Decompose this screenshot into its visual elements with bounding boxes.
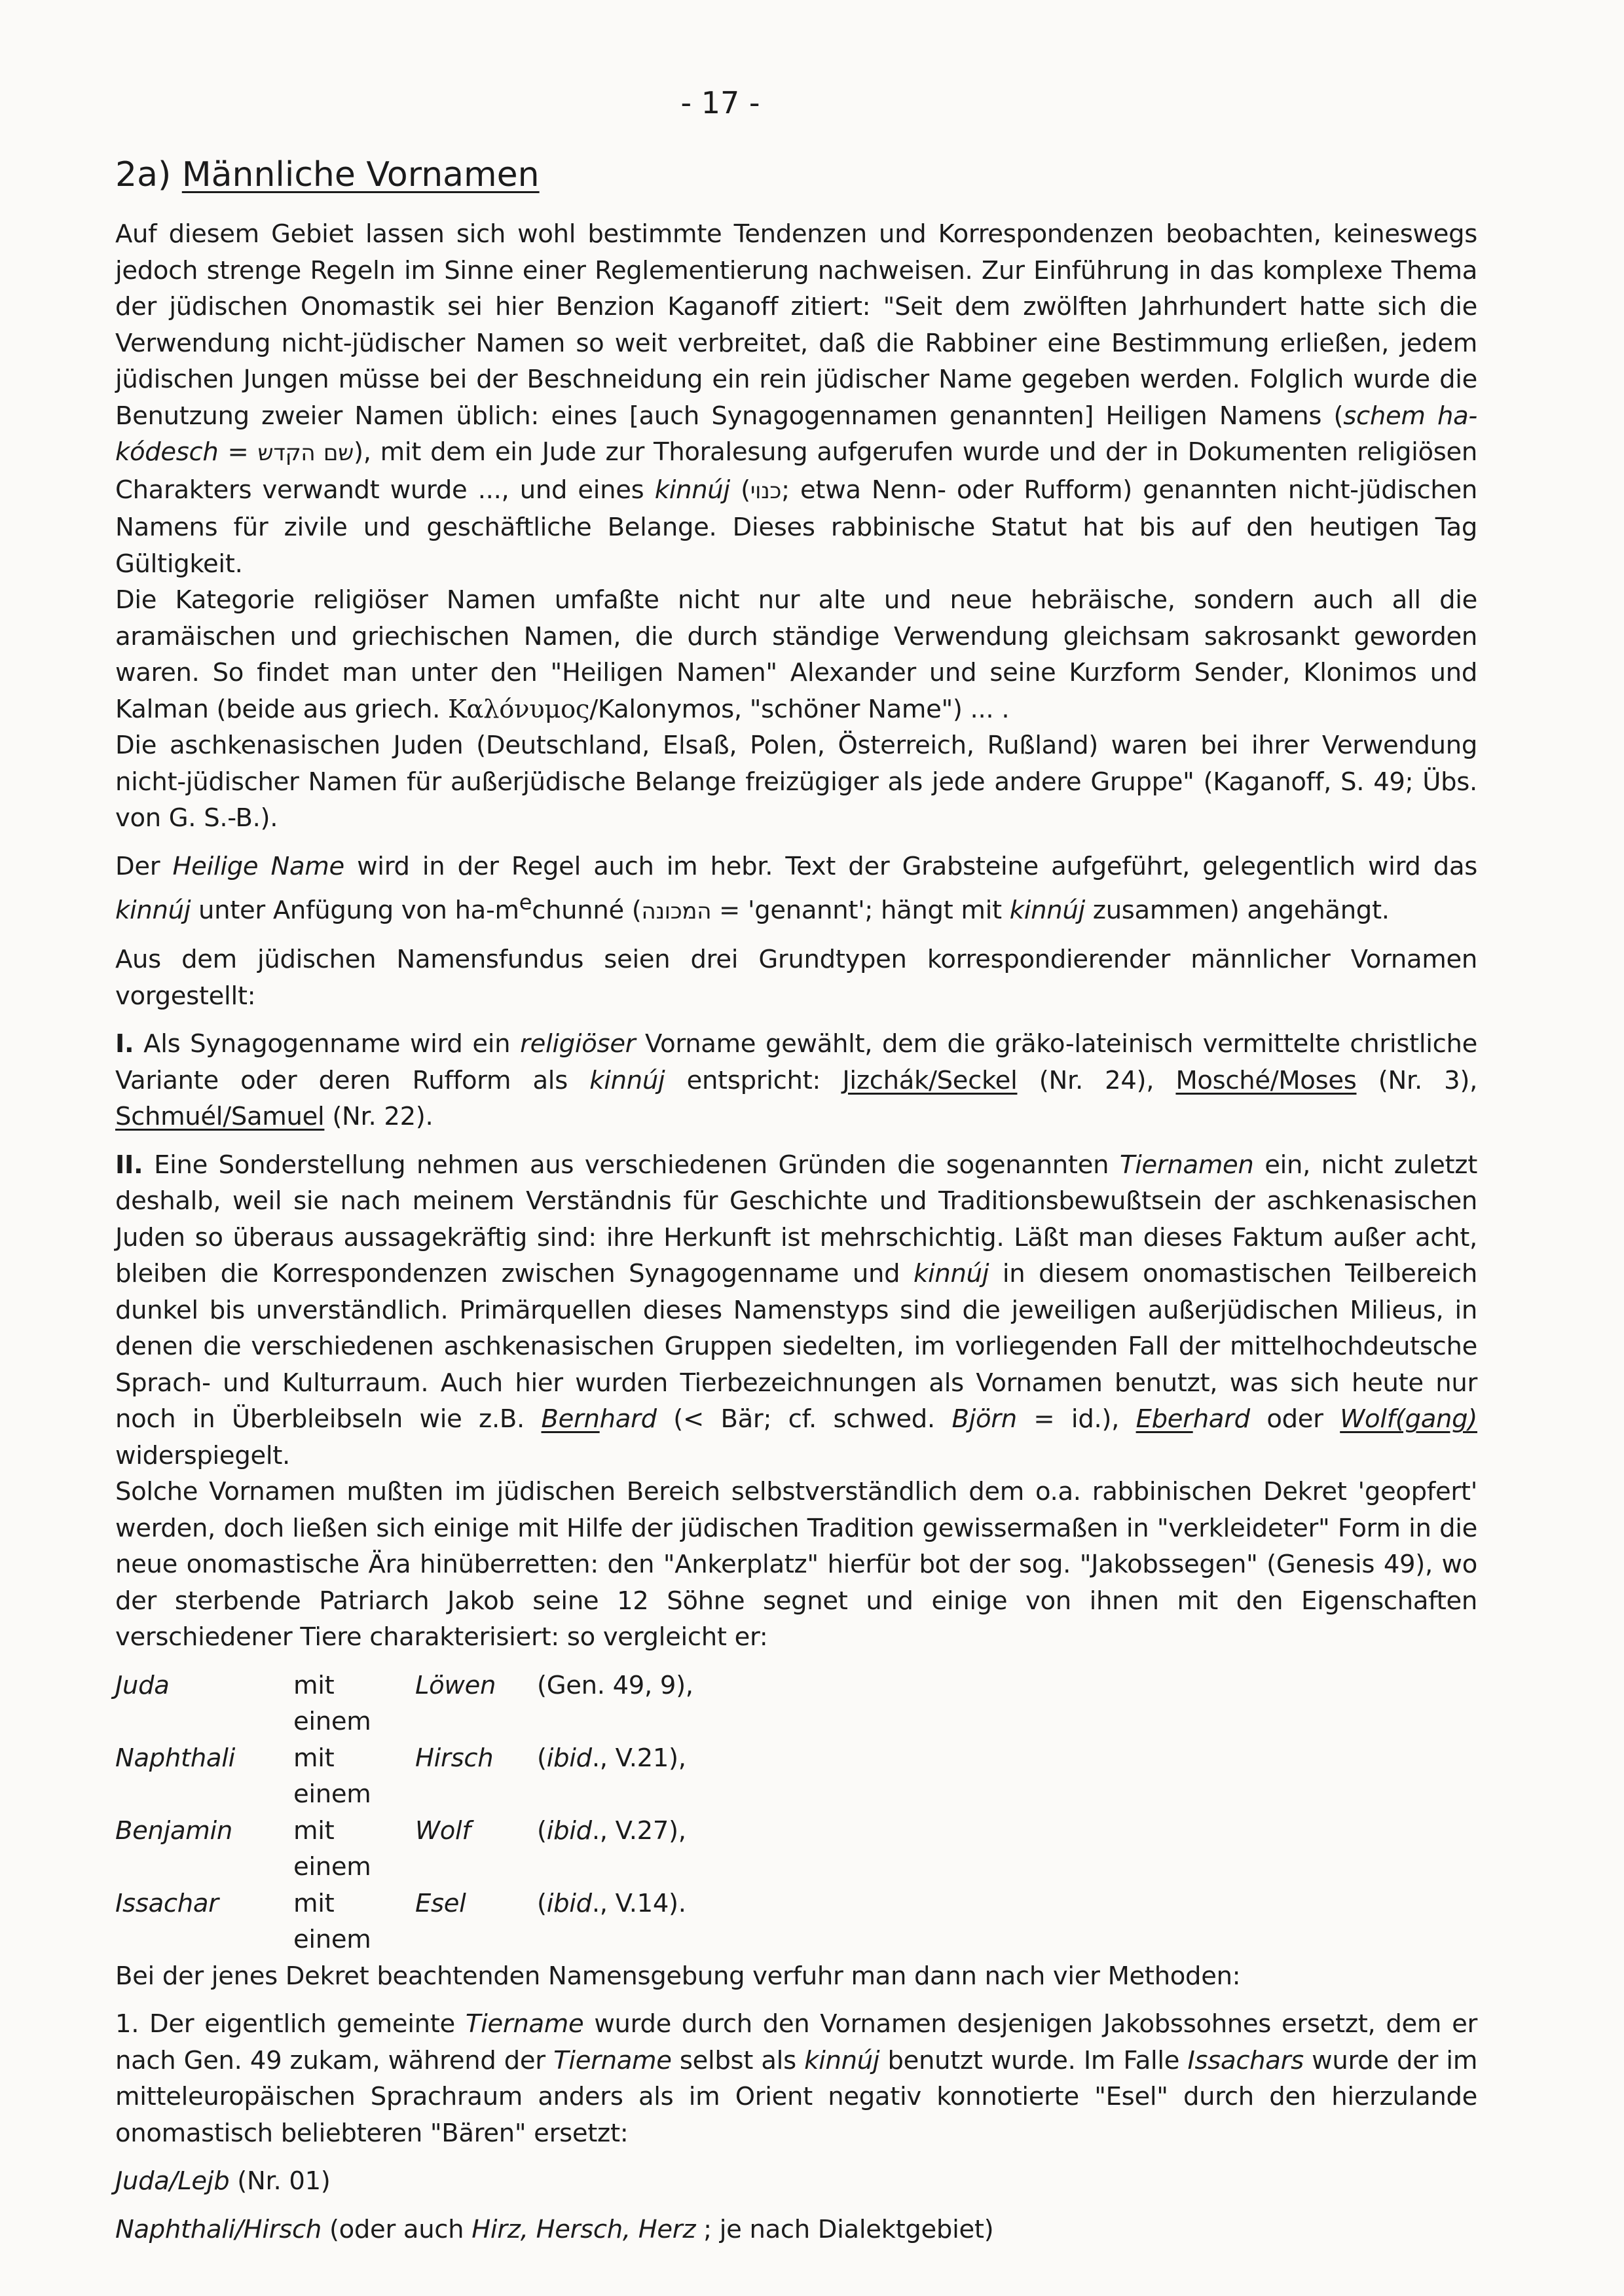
table-row	[115, 1886, 693, 1958]
text: Die Kategorie religiöser Namen umfaßte nicht nur alte und neue hebräische, sondern auch all die aramäischen und griechischen Namen, die durch ständige Verwendung gleichsam sakrosankt geworden waren. So findet man unter den "Heiligen Namen" Alexander und seine Kurzform Sender, Klonimos und Kalman (beide aus griech.	[115, 585, 1477, 724]
reference	[537, 1886, 693, 1958]
section-number: 2a)	[115, 155, 172, 194]
text: (	[729, 475, 750, 505]
ibid: ibid	[546, 1815, 592, 1846]
paragraph-ashkenazi: Die aschkenasischen Juden (Deutschland, Elsaß, Polen, Österreich, Rußland) waren bei ihrer Verwendung nicht-jüdischer Namen für außerjüdische Belange freizügiger als jede andere Gruppe" (Kaganoff, S. 49; Übs. von G. S.-B.).	[115, 731, 1477, 833]
reference	[537, 1813, 693, 1886]
ref-text: ., V.27),	[591, 1815, 686, 1846]
text: selbst als	[671, 2045, 805, 2075]
ref-text: (	[537, 1815, 547, 1846]
superscript: e	[519, 890, 532, 915]
text: wird in der Regel auch im hebr. Text der Grabsteine aufgeführt, gelegentlich wird das	[344, 851, 1477, 881]
text: wurde der im mitteleuropäischen Sprachraum anders als im Orient negativ konnotierte "Esel" durch den hierzulande onomastisch beliebteren "Bären" ersetzt:	[115, 2045, 1478, 2148]
comparison-prefix: mit einem	[293, 1888, 371, 1955]
table-row	[115, 1813, 693, 1886]
ref-text: ., V.14).	[591, 1888, 686, 1918]
name-example: Naphthali/Hirsch	[115, 2214, 322, 2244]
son-name: Benjamin	[115, 1815, 232, 1846]
example-juda	[115, 2163, 1477, 2200]
text: widerspiegelt.	[115, 1440, 290, 1470]
text: =	[218, 437, 258, 467]
animal-name: Hirsch	[415, 1743, 494, 1773]
text: /Kalonymos, "schöner Name") ... .	[589, 694, 1010, 724]
name-example: Schmuél/Samuel	[115, 1102, 325, 1132]
name-example: Juda/Lejb	[115, 2166, 230, 2196]
son-name: Naphthali	[115, 1743, 236, 1773]
roman-numeral: I.	[115, 1029, 134, 1059]
son-name: Juda	[115, 1670, 170, 1700]
ibid: ibid	[546, 1888, 592, 1918]
greek-term: Καλόνυμος	[447, 694, 590, 724]
ibid: ibid	[546, 1743, 592, 1773]
hebrew-term: שם הקדש	[257, 440, 354, 466]
text: wurde durch den Vornamen desjenigen Jakobssohnes ersetzt, dem er nach Gen. 49 zukam, während der	[115, 2009, 1477, 2075]
animal-comparison-table	[115, 1667, 693, 1958]
paragraph-four-methods: Bei der jenes Dekret beachtenden Namensgebung verfuhr man dann nach vier Methoden:	[115, 1961, 1241, 1991]
term-kinnuj: kinnúj	[804, 2045, 880, 2075]
text: = id.),	[1016, 1404, 1136, 1434]
page-number: - 17 -	[680, 85, 760, 120]
text: Eine Sonderstellung nehmen aus verschiedenen Gründen die sogenannten	[143, 1150, 1120, 1180]
term-tiername: Tiername	[553, 2045, 672, 2075]
text: unter Anfügung von ha-m	[191, 895, 519, 925]
roman-numeral: II.	[115, 1150, 143, 1180]
name-example: Jizchák/Seckel	[842, 1065, 1018, 1095]
animal-name: Esel	[415, 1888, 466, 1918]
reference	[537, 1740, 693, 1813]
term-kinnuj: kinnúj	[589, 1065, 665, 1095]
term-heilige-name: Heilige Name	[172, 851, 344, 881]
paragraph-method-one	[115, 2006, 1477, 2151]
section-title: Männliche Vornamen	[181, 155, 540, 194]
text: (oder auch	[322, 2214, 472, 2244]
name-example: Bern	[541, 1404, 600, 1434]
paragraph-intro	[115, 216, 1477, 582]
paragraph-type-two	[115, 1147, 1477, 1474]
name-variants: Hirz, Hersch, Herz	[471, 2214, 696, 2244]
text: (Nr. 22).	[324, 1102, 434, 1132]
name-example: hard	[599, 1404, 657, 1434]
text: oder	[1249, 1404, 1340, 1434]
animal-name: Wolf	[415, 1815, 471, 1846]
text: ein, nicht zuletzt deshalb, weil sie nach meinem Verständnis für Geschichte und Traditionsbewußtsein der aschkenasischen Juden so überaus aussagekräftig sind: ihre Herkunft ist mehrschichtig. Läßt man dieses Faktum außer acht, bleiben die Korrespondenzen zwischen Synagogenname und	[115, 1150, 1477, 1289]
text: entspricht:	[665, 1065, 843, 1095]
name-example: hard	[1192, 1404, 1250, 1434]
term-religioeser: religiöser	[520, 1029, 636, 1059]
term-kinnuj: kinnúj	[913, 1259, 989, 1289]
text: zusammen) angehängt.	[1084, 895, 1390, 925]
name-example: Eber	[1135, 1404, 1193, 1434]
text: (< Bär; cf. schwed.	[656, 1404, 952, 1434]
reference	[537, 1667, 693, 1740]
paragraph-basic-types: Aus dem jüdischen Namensfundus seien drei Grundtypen korrespondierender männlicher Vornamen vorgestellt:	[115, 945, 1477, 1011]
table-row	[115, 1667, 693, 1740]
text: Auf diesem Gebiet lassen sich wohl bestimmte Tendenzen und Korrespondenzen beobachten, keineswegs jedoch strenge Regeln im Sinne einer Reglementierung nachweisen. Zur Einführung in das komplexe Thema der jüdischen Onomastik sei hier Benzion Kaganoff zitiert: "Seit dem zwölften Jahrhundert hatte sich die Verwendung nicht-jüdischer Namen so weit verbreitet, daß die Rabbiner eine Bestimmung erließen, jedem jüdischen Jungen müsse bei der Beschneidung ein rein jüdischer Name gegeben werden. Folglich wurde die Benutzung zweier Namen üblich: eines [auch Synagogennamen genannten] Heiligen Namens (	[115, 219, 1477, 431]
term-kinnuj: kinnúj	[1009, 895, 1085, 925]
text: (Nr. 3),	[1356, 1065, 1478, 1095]
term-issachars: Issachars	[1187, 2045, 1304, 2075]
text: Als Synagogenname wird ein	[134, 1029, 521, 1059]
paragraph-type-one	[115, 1026, 1477, 1135]
hebrew-term: המכונה	[641, 898, 712, 924]
ref-text: (	[537, 1743, 547, 1773]
example-naphthali	[115, 2212, 1477, 2248]
text: ), mit dem ein Jude zur Thoralesung aufgerufen wurde und der in Dokumenten religiösen Charakters verwandt wurde ..., und eines	[115, 437, 1478, 505]
comparison-prefix: mit einem	[293, 1743, 371, 1810]
hebrew-term: כנוי	[750, 477, 782, 504]
term-kinnuj: kinnúj	[115, 895, 191, 925]
table-row	[115, 1740, 693, 1813]
term-kinnuj: kinnúj	[654, 475, 730, 505]
text: (Nr. 24),	[1017, 1065, 1176, 1095]
comparison-prefix: mit einem	[293, 1670, 371, 1737]
text: (Nr. 01)	[229, 2166, 331, 2196]
ref-text: ., V.21),	[591, 1743, 686, 1773]
text: benutzt wurde. Im Falle	[879, 2045, 1188, 2075]
text: chunné (	[532, 895, 642, 925]
comparison-prefix: mit einem	[293, 1815, 371, 1882]
text: ; etwa Nenn- oder Rufform) genannten nicht-jüdischen Namens für zivile und geschäftliche Belange. Dieses rabbinische Statut hat bis auf den heutigen Tag Gültigkeit.	[115, 475, 1477, 579]
name-example: Björn	[951, 1404, 1017, 1434]
paragraph-jakobssegen: Solche Vornamen mußten im jüdischen Bereich selbstverständlich dem o.a. rabbinischen Dekret 'geopfert' werden, doch ließen sich einige mit Hilfe der jüdischen Tradition gewissermaßen in "verkleideter" Form in die neue onomastische Ära hinüberretten: den "Ankerplatz" hierfür bot der sog. "Jakobssegen" (Genesis 49), wo der sterbende Patriarch Jakob seine 12 Söhne segnet und einige von ihnen mit den Eigenschaften verschiedener Tiere charakterisiert: so vergleicht er:	[115, 1477, 1477, 1652]
paragraph-categories	[115, 582, 1477, 727]
text: 1. Der eigentlich gemeinte	[115, 2009, 466, 2039]
text: Der	[115, 851, 173, 881]
term-schem-ha-kodesch: schem ha-kódesch	[115, 401, 1477, 467]
text: in diesem onomastischen Teilbereich dunkel bis unverständlich. Primärquellen dieses Namenstyps sind die jeweiligen außerjüdischen Milieus, in denen die verschiedenen aschkenasischen Gruppen siedelten, im vorliegenden Fall der mittelhochdeutsche Sprach- und Kulturraum. Auch hier wurden Tierbezeichnungen als Vornamen benutzt, was sich heute nur noch in Überbleibseln wie z.B.	[115, 1259, 1477, 1434]
son-name: Issachar	[115, 1888, 219, 1918]
text: = 'genannt'; hängt mit	[711, 895, 1010, 925]
ref-text: (Gen. 49, 9),	[537, 1670, 693, 1700]
term-tiernamen: Tiernamen	[1119, 1150, 1254, 1180]
text: Vorname gewählt, dem die gräko-lateinisch vermittelte christliche Variante oder deren Rufform als	[115, 1029, 1477, 1095]
text: ; je nach Dialektgebiet)	[695, 2214, 994, 2244]
animal-name: Löwen	[415, 1670, 496, 1700]
term-tiername: Tiername	[465, 2009, 584, 2039]
paragraph-holy-name	[115, 848, 1477, 930]
name-example: Wolf(gang)	[1340, 1404, 1477, 1434]
name-example: Mosché/Moses	[1175, 1065, 1357, 1095]
ref-text: (	[537, 1888, 547, 1918]
document-body	[115, 216, 1477, 2248]
section-heading	[115, 152, 540, 198]
